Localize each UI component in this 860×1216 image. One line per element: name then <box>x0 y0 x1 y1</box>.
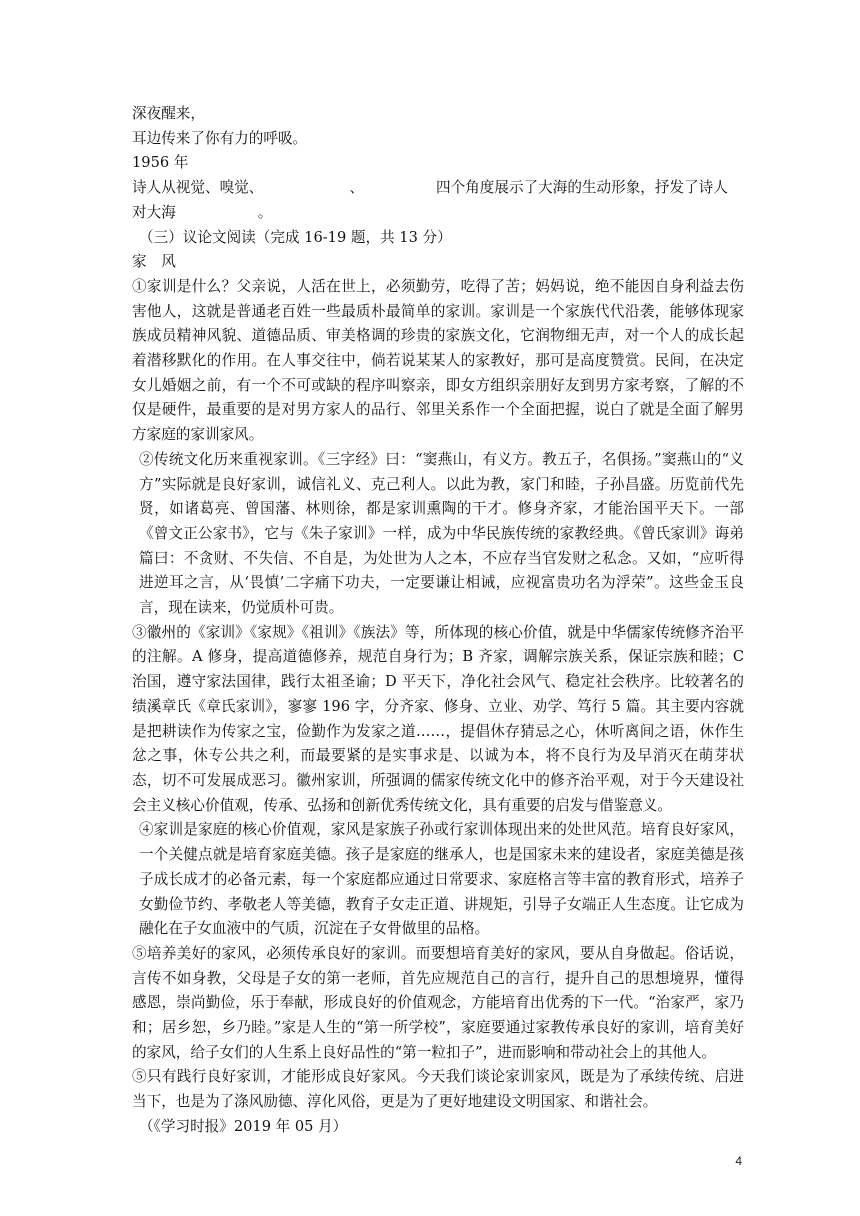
page-number: 4 <box>735 1154 742 1168</box>
essay-title: 家 风 <box>132 253 176 271</box>
question-text: 。 <box>257 203 273 221</box>
question-15-continued <box>132 201 744 226</box>
essay-paragraph: ③徽州的《家训》《家规》《祖训》《族法》等，所体现的核心价值，就是中华儒家传统修齐治平的注解。A 修身，提高道德修养，规范自身行为；B 齐家，调解宗族关系，保证宗族和睦；C 治国，遵守家法国律，践行太祖圣谕；D 平天下，净化社会风气、稳定社会秩序。比较著名的绩溪章氏《章氏家训》，寥寥 196 字，分齐家、修身、立业、劝学、笃行 5 篇。其主要内容就是把耕读作为传家之宝，俭勤作为发家之道……，提倡休存猜忌之心，休听离间之语，休作生忿之事，休专公共之利，而最要紧的是实事求是、以诚为本，将不良行为及早消灭在萌芽状态，切不可发展成恶习。徽州家训，所强调的儒家传统文化中的修齐治平观，对于今天建设社会主义核心价值观，传承、弘扬和创新优秀传统文化，具有重要的启发与借鉴意义。 <box>132 623 744 814</box>
essay-paragraph: ②传统文化历来重视家训。《三字经》曰：“窦燕山，有义方。教五子，名俱扬。”窦燕山的“义方”实际就是良好家训，诚信礼义、克己利人。以此为教，家门和睦，子孙昌盛。历览前代先贤，如诸葛亮、曾国藩、林则徐，都是家训熏陶的干才。修身齐家，才能治国平天下。一部《曾文正公家书》，它与《朱子家训》一样，成为中华民族传统的家教经典。《曾氏家训》诲弟篇曰：不贪财、不失信、不自是，为处世为人之本，不应存当官发财之私念。又如，“应听得进逆耳之言，从‘畏慎’二字痛下功夫，一定要谦让相诫，应视富贵功名为浮荣”。这些金玉良言，现在读来，仍觉质朴可贵。 <box>139 450 744 617</box>
essay-paragraph: ⑤培养美好的家风，必须传承良好的家训。而要想培育美好的家风，要从自身做起。俗话说，言传不如身教，父母是子女的第一老师，首先应规范自己的言行，提升自己的思想境界，懂得感恩，崇尚勤俭，乐于奉献，形成良好的价值观念，方能培育出优秀的下一代。“治家严，家乃和；居乡恕，乡乃睦。”家是人生的“第一所学校”，家庭要通过家教传承良好的家训，培育美好的家风，给子女们的人生系上良好品性的“第一粒扣子”，进而影响和带动社会上的其他人。 <box>132 944 744 1061</box>
question-text: 四个角度展示了大海的生动形象，抒发了诗人 <box>435 179 728 197</box>
essay-paragraph: ④家训是家庭的核心价值观，家风是家族子孙或行家训体现出来的处世风范。培育良好家风，一个关健点就是培育家庭美德。孩子是家庭的继承人，也是国家未来的建设者，家庭美德是孩子成长成才的必备元素，每一个家庭都应通过日常要求、家庭格言等丰富的教育形式，培养子女勤俭节约、孝敬老人等美德，教育子女走正道、讲规矩，引导子女端正人生态度。让它成为融化在子女血液中的气质，沉淀在子女骨做里的品格。 <box>139 821 744 938</box>
poem-line: 耳边传来了你有力的呼吸。 <box>132 129 308 147</box>
section-heading: （三）议论文阅读（完成 16-19 题，共 13 分） <box>139 228 452 246</box>
question-15 <box>132 176 744 201</box>
question-text: 、 <box>349 179 364 197</box>
source-citation: （《学习时报》2019 年 05 月） <box>139 1117 348 1135</box>
poem-date: 1956 年 <box>132 154 189 172</box>
essay-paragraph: ①家训是什么？父亲说，人活在世上，必须勤劳，吃得了苦；妈妈说，绝不能因自身利益去伤害他人，这就是普通老百姓一些最质朴最简单的家训。家训是一个家族代代沿袭，能够体现家族成员精神风貌、道德品质、审美格调的珍贵的家族文化，它润物细无声，对一个人的成长起着潜移默化的作用。在人事交往中，倘若说某某人的家教好，那可是高度赞赏。民间，在决定女儿婚姻之前，有一个不可或缺的程序叫察亲，即女方组织亲朋好友到男方家考察，了解的不仅是硬件，最重要的是对男方家人的品行、邻里关系作一个全面把握，说白了就是全面了解男方家庭的家训家风。 <box>132 277 744 444</box>
question-text: 对大海 <box>132 203 176 221</box>
essay-paragraph: ⑤只有践行良好家训，才能形成良好家风。今天我们谈论家训家风，既是为了承续传统、启进当下，也是为了涤风励德、淳化风俗，更是为了更好地建设文明国家、和谐社会。 <box>132 1068 744 1111</box>
poem-line: 深夜醒来， <box>132 105 205 122</box>
question-text: 诗人从视觉、嗅觉、 <box>132 179 264 197</box>
document-body <box>132 102 744 1140</box>
